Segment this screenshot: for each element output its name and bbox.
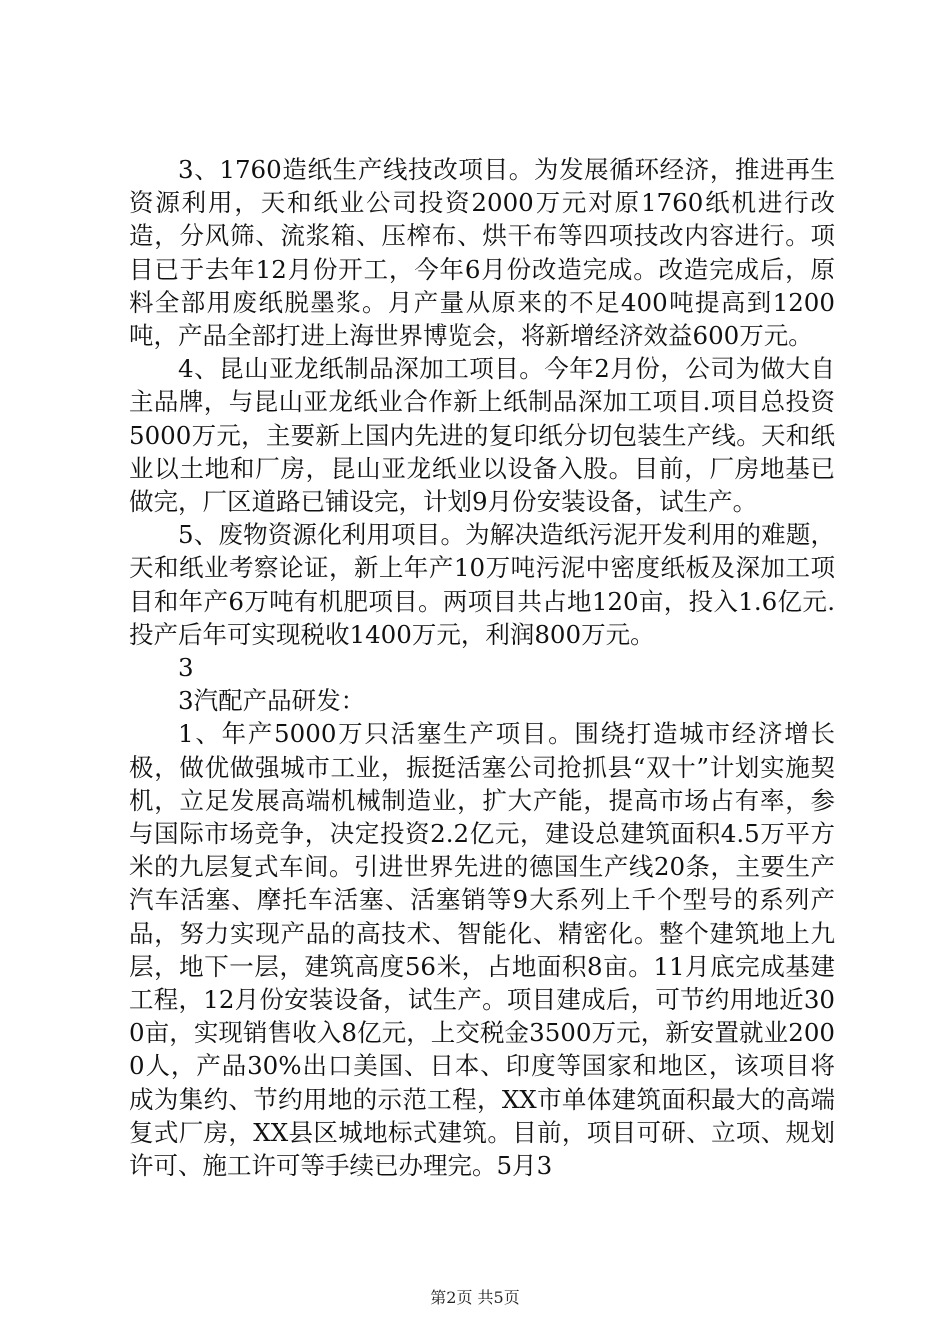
section-heading-auto-parts: 3汽配产品研发： [178, 686, 366, 716]
paragraph-piston-production-project: 1、年产5000万只活塞生产项目。围绕打造城市经济增长极，做优做强城市工业，振挺活塞公司抢抓县“双十”计划实施契机，立足发展高端机械制造业，扩大产能，提高市场占有率，参与国际市场竞争，决定投资2.2亿元，建设总建筑面积4.5万平方米的九层复式车间。引进世界先进的德国生产线20条，主要生产汽车活塞、摩托车活塞、活塞销等9大系列上千个型号的系列产品，努力实现产品的高技术、智能化、精密化。整个建筑地上九层，地下一层，建筑高度56米，占地面积8亩。11月底完成基建工程，12月份安装设备，试生产。项目建成后，可节约用地近300亩，实现销售收入8亿元，上交税金3500万元，新安置就业2000人，产品30%出口美国、日本、印度等国家和地区，该项目将成为集约、节约用地的示范工程，XX市单体建筑面积最大的高端复式厂房，XX县区城地标式建筑。目前，项目可研、立项、规划许可、施工许可等手续已办理完。5月3 [129, 719, 835, 1181]
paragraph-number-3: 3 [178, 653, 194, 683]
paragraph-papermaking-line-upgrade: 3、1760造纸生产线技改项目。为发展循环经济，推进再生资源利用，天和纸业公司投资2000万元对原1760纸机进行改造，分风筛、流浆箱、压榨布、烘干布等四项技改内容进行。项目已于去年12月份开工，今年6月份改造完成。改造完成后，原料全部用废纸脱墨浆。月产量从原来的不足400吨提高到1200吨，产品全部打进上海世界博览会，将新增经济效益600万元。 [129, 155, 835, 351]
paragraph-waste-resource-utilization: 5、废物资源化利用项目。为解决造纸污泥开发利用的难题，天和纸业考察论证，新上年产10万吨污泥中密度纸板及深加工项目和年产6万吨有机肥项目。两项目共占地120亩，投入1.6亿元.投产后年可实现税收1400万元，利润800万元。 [129, 520, 835, 649]
page-number-footer: 第2页 共5页 [430, 1288, 520, 1307]
document-body [129, 153, 835, 1182]
paragraph-paper-product-processing: 4、昆山亚龙纸制品深加工项目。今年2月份，公司为做大自主品牌，与昆山亚龙纸业合作新上纸制品深加工项目.项目总投资5000万元，主要新上国内先进的复印纸分切包装生产线。天和纸业以土地和厂房，昆山亚龙纸业以设备入股。目前，厂房地基已做完，厂区道路已铺设完，计划9月份安装设备，试生产。 [129, 354, 835, 517]
